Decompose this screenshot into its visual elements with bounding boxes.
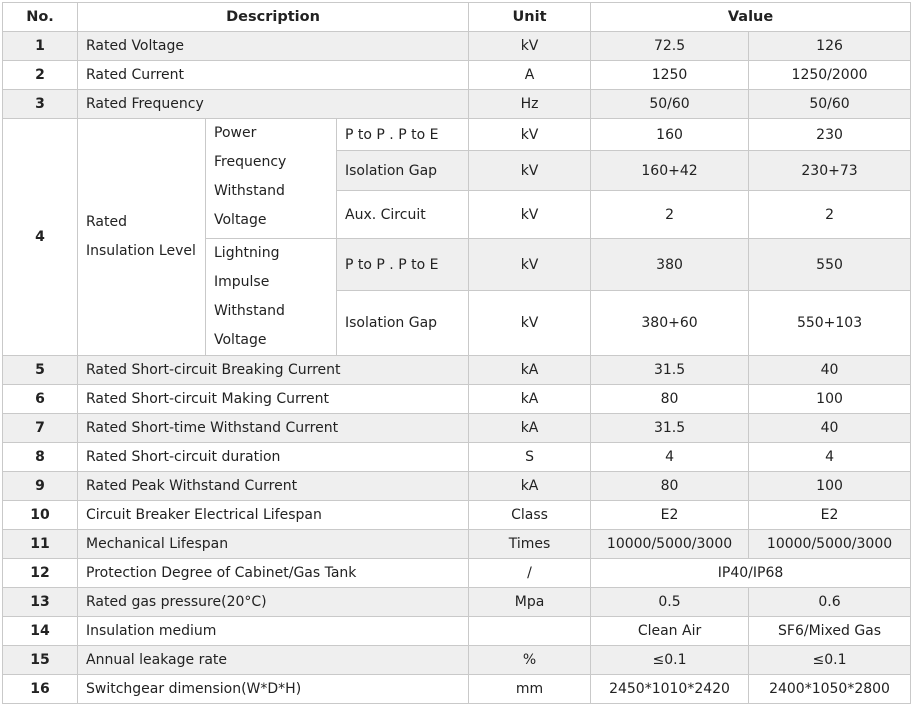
row-unit: kV <box>469 291 591 356</box>
row-description: Switchgear dimension(W*D*H) <box>78 675 469 704</box>
row-unit: Hz <box>469 90 591 119</box>
table-row <box>3 646 911 675</box>
row-number: 2 <box>3 61 78 90</box>
row-number: 4 <box>3 119 78 356</box>
row-description: Rated Peak Withstand Current <box>78 472 469 501</box>
power-frequency-line: Power <box>214 125 257 141</box>
row-number: 14 <box>3 617 78 646</box>
lightning-impulse-label <box>206 239 337 356</box>
table-row <box>3 356 911 385</box>
row-number: 15 <box>3 646 78 675</box>
row-value-2: E2 <box>749 501 911 530</box>
row-value-1: 380 <box>591 239 749 291</box>
header-row <box>3 3 911 32</box>
table-row <box>3 501 911 530</box>
row-value-2: 2 <box>749 191 911 239</box>
row-unit: kV <box>469 32 591 61</box>
row-number: 1 <box>3 32 78 61</box>
row-value-1: 2 <box>591 191 749 239</box>
row-value-1: 1250 <box>591 61 749 90</box>
header-description: Description <box>78 3 469 32</box>
row-description: Mechanical Lifespan <box>78 530 469 559</box>
header-value: Value <box>591 3 911 32</box>
row-description: Rated gas pressure(20°C) <box>78 588 469 617</box>
row-description: Rated Short-time Withstand Current <box>78 414 469 443</box>
row-value-1: 50/60 <box>591 90 749 119</box>
row-description: Insulation medium <box>78 617 469 646</box>
row-unit: % <box>469 646 591 675</box>
sub-label: P to P . P to E <box>337 119 469 151</box>
row-value-1: 160+42 <box>591 151 749 191</box>
row-description: Rated Current <box>78 61 469 90</box>
row-value-2: 230+73 <box>749 151 911 191</box>
row-value-2: 550 <box>749 239 911 291</box>
row-value-1: 160 <box>591 119 749 151</box>
row-number: 8 <box>3 443 78 472</box>
power-frequency-label <box>206 119 337 239</box>
row-unit: mm <box>469 675 591 704</box>
row-value-1: 0.5 <box>591 588 749 617</box>
row-value-2: 0.6 <box>749 588 911 617</box>
power-frequency-line: Voltage <box>214 212 267 228</box>
sub-label: Isolation Gap <box>337 151 469 191</box>
table-row <box>3 414 911 443</box>
sub-label: Aux. Circuit <box>337 191 469 239</box>
row-number: 12 <box>3 559 78 588</box>
row-value-1: 4 <box>591 443 749 472</box>
row-unit: kV <box>469 191 591 239</box>
row-unit: kV <box>469 151 591 191</box>
insulation-description <box>78 119 206 356</box>
table-row-insulation <box>3 119 911 151</box>
row-description: Circuit Breaker Electrical Lifespan <box>78 501 469 530</box>
lightning-impulse-line: Impulse <box>214 274 270 290</box>
row-value-1: 80 <box>591 472 749 501</box>
row-value-2: ≤0.1 <box>749 646 911 675</box>
row-value-2: 40 <box>749 356 911 385</box>
row-value-1: 80 <box>591 385 749 414</box>
row-unit: A <box>469 61 591 90</box>
row-number: 3 <box>3 90 78 119</box>
row-value-1: 31.5 <box>591 356 749 385</box>
row-unit: / <box>469 559 591 588</box>
row-description: Annual leakage rate <box>78 646 469 675</box>
row-description: Rated Short-circuit Breaking Current <box>78 356 469 385</box>
row-value-2: 126 <box>749 32 911 61</box>
lightning-impulse-line: Withstand <box>214 303 285 319</box>
row-number: 11 <box>3 530 78 559</box>
table-row <box>3 443 911 472</box>
row-number: 7 <box>3 414 78 443</box>
row-value-2: 40 <box>749 414 911 443</box>
row-value-2: SF6/Mixed Gas <box>749 617 911 646</box>
table-row <box>3 90 911 119</box>
insulation-desc-line1: Rated <box>86 214 127 230</box>
row-value-1: E2 <box>591 501 749 530</box>
table-row <box>3 588 911 617</box>
row-value-2: 2400*1050*2800 <box>749 675 911 704</box>
insulation-desc-line2: Insulation Level <box>86 243 196 259</box>
row-unit: Mpa <box>469 588 591 617</box>
row-description: Rated Short-circuit Making Current <box>78 385 469 414</box>
row-number: 13 <box>3 588 78 617</box>
row-number: 9 <box>3 472 78 501</box>
row-unit: S <box>469 443 591 472</box>
row-description: Rated Voltage <box>78 32 469 61</box>
row-unit: kA <box>469 414 591 443</box>
row-number: 6 <box>3 385 78 414</box>
row-unit: Times <box>469 530 591 559</box>
row-unit: kA <box>469 472 591 501</box>
row-value-2: 4 <box>749 443 911 472</box>
sub-label: P to P . P to E <box>337 239 469 291</box>
header-unit: Unit <box>469 3 591 32</box>
row-value-1: 31.5 <box>591 414 749 443</box>
row-number: 10 <box>3 501 78 530</box>
table-row <box>3 617 911 646</box>
row-number: 16 <box>3 675 78 704</box>
row-value-2: 1250/2000 <box>749 61 911 90</box>
row-value-1: 2450*1010*2420 <box>591 675 749 704</box>
specifications-table <box>2 2 911 704</box>
row-value-1: 10000/5000/3000 <box>591 530 749 559</box>
table-row <box>3 530 911 559</box>
row-unit: kV <box>469 119 591 151</box>
sub-label: Isolation Gap <box>337 291 469 356</box>
row-number: 5 <box>3 356 78 385</box>
row-unit <box>469 617 591 646</box>
lightning-impulse-line: Voltage <box>214 332 267 348</box>
row-value-2: 100 <box>749 385 911 414</box>
table-row <box>3 472 911 501</box>
row-value-1: 380+60 <box>591 291 749 356</box>
power-frequency-line: Withstand <box>214 183 285 199</box>
row-description: Protection Degree of Cabinet/Gas Tank <box>78 559 469 588</box>
table-row <box>3 32 911 61</box>
row-value-1: ≤0.1 <box>591 646 749 675</box>
row-value-2: 100 <box>749 472 911 501</box>
row-description: Rated Frequency <box>78 90 469 119</box>
table-row <box>3 559 911 588</box>
row-value-1: Clean Air <box>591 617 749 646</box>
row-value-2: 10000/5000/3000 <box>749 530 911 559</box>
row-value-2: 50/60 <box>749 90 911 119</box>
row-unit: kA <box>469 385 591 414</box>
row-value-2: 230 <box>749 119 911 151</box>
row-unit: kV <box>469 239 591 291</box>
header-no: No. <box>3 3 78 32</box>
table-row <box>3 675 911 704</box>
row-description: Rated Short-circuit duration <box>78 443 469 472</box>
power-frequency-line: Frequency <box>214 154 287 170</box>
row-value-merged: IP40/IP68 <box>591 559 911 588</box>
row-value-1: 72.5 <box>591 32 749 61</box>
row-value-2: 550+103 <box>749 291 911 356</box>
row-unit: Class <box>469 501 591 530</box>
table-row <box>3 385 911 414</box>
row-unit: kA <box>469 356 591 385</box>
lightning-impulse-line: Lightning <box>214 245 280 261</box>
table-row <box>3 61 911 90</box>
